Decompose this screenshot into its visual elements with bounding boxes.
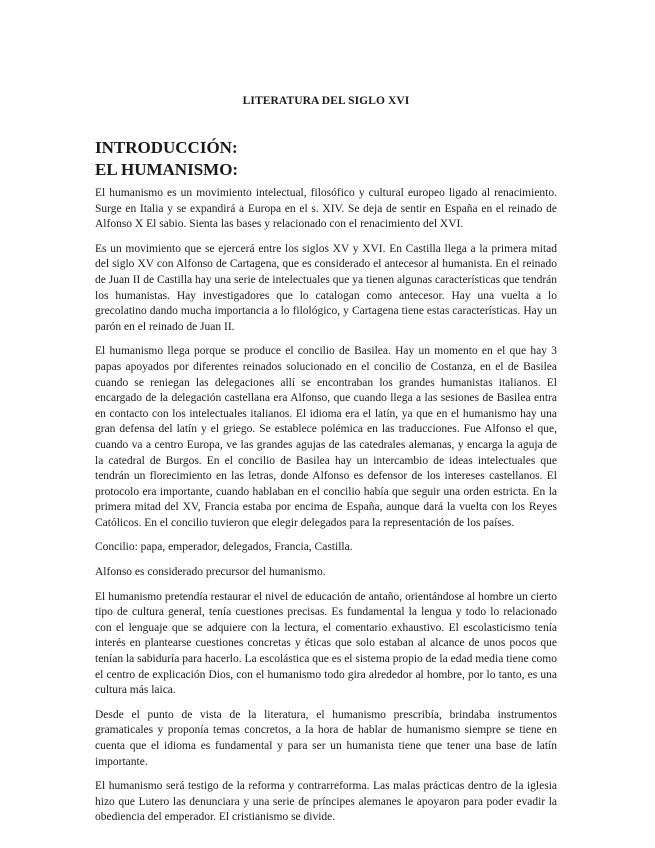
paragraph-2: Es un movimiento que se ejercerá entre los siglos XV y XVI. En Castilla llega a la primera mitad del siglo XV con Alfonso de Cartagena, que es considerado el antecesor al humanista. En el reinado de Juan II de Castilla hay una serie de intelectuales que ya tienen algunas características que tendrán los humanistas. Hay investigadores que lo catalogan como antecesor. Hay una vuelta a lo grecolatino dando mucha importancia a lo filológico, y Cartagena tiene estas características. Hay un parón en el reinado de Juan II. xyxy=(95,242,557,333)
paragraph-4: Concilio: papa, emperador, delegados, Francia, Castilla. xyxy=(95,541,353,554)
paragraph-6: El humanismo pretendía restaurar el nivel de educación de antaño, orientándose al hombre un cierto tipo de cultura general, tenía cuestiones precisas. Es fundamental la lengua y todo lo relacionado con el lenguaje que se adquiere con la lectura, el comentario exhaustivo. El escolasticismo tenía interés en plantearse cuestiones concretas y éticas que solo estaban al alcance de unos pocos que tenían la sabiduría para hacerlo. La escolástica que es el sistema propio de la edad media tiene como el centro de explicación Dios, con el humanismo todo gira alrededor al hombre, por lo tanto, es una cultura más laica. xyxy=(95,590,557,697)
section-headings xyxy=(95,137,557,181)
heading-introduccion: INTRODUCCIÓN: xyxy=(95,138,238,157)
document-page xyxy=(95,95,557,835)
paragraph-7: Desde el punto de vista de la literatura, el humanismo prescribía, brindaba instrumentos gramaticales y proponía temas concretos, a la hora de hablar de humanismo siempre se tiene en cuenta que el idioma es fundamental y para ser un humanista tiene que tener una base de latín importante. xyxy=(95,708,557,768)
document-title: LITERATURA DEL SIGLO XVI xyxy=(242,95,410,107)
paragraph-1: El humanismo es un movimiento intelectual, filosófico y cultural europeo ligado al renacimiento. Surge en Italia y se expandirá a Europa en el s. XIV. Se deja de sentir en España en el reinado de Alfonso X El sabio. Sienta las bases y relacionado con el renacimiento del XVI. xyxy=(95,187,557,231)
paragraph-8: El humanismo será testigo de la reforma y contrarreforma. Las malas prácticas dentro de la iglesia hizo que Lutero las denunciara y una serie de príncipes alemanes le apoyaron para poder evadir la obediencia del emperador. El cristianismo se divide. xyxy=(95,780,557,824)
heading-humanismo: EL HUMANISMO: xyxy=(95,160,239,179)
paragraph-5: Alfonso es considerado precursor del humanismo. xyxy=(95,566,326,579)
paragraph-3: El humanismo llega porque se produce el concilio de Basilea. Hay un momento en el que hay 3 papas apoyados por diferentes reinados solucionado en el concilio de Costanza, en el de Basilea cuando se reniegan las delegaciones allí se encontraban los grandes humanistas italianos. El encargado de la delegación castellana era Alfonso, que cuando llega a las sesiones de Basilea entra en contacto con los intelectuales italianos. El idioma era el latín, ya que en el humanismo hay una gran defensa del latín y el griego. Se establece polémica en las traducciones. Fue Alfonso el que, cuando va a centro Europa, ve las grandes agujas de las catedrales alemanas, y encarga la aguja de la catedral de Burgos. En el concilio de Basilea hay un intercambio de ideas intelectuales que tendrán un florecimiento en las letras, donde Alfonso es defensor de los intereses castellanos. El protocolo era importante, cuando hablaban en el concilio había que seguir una orden estricta. En la primera mitad del XV, Francia estaba por encima de España, aunque dará la vuelta con los Reyes Católicos. En el concilio tuvieron que elegir delegados para la representación de los países. xyxy=(95,345,557,529)
